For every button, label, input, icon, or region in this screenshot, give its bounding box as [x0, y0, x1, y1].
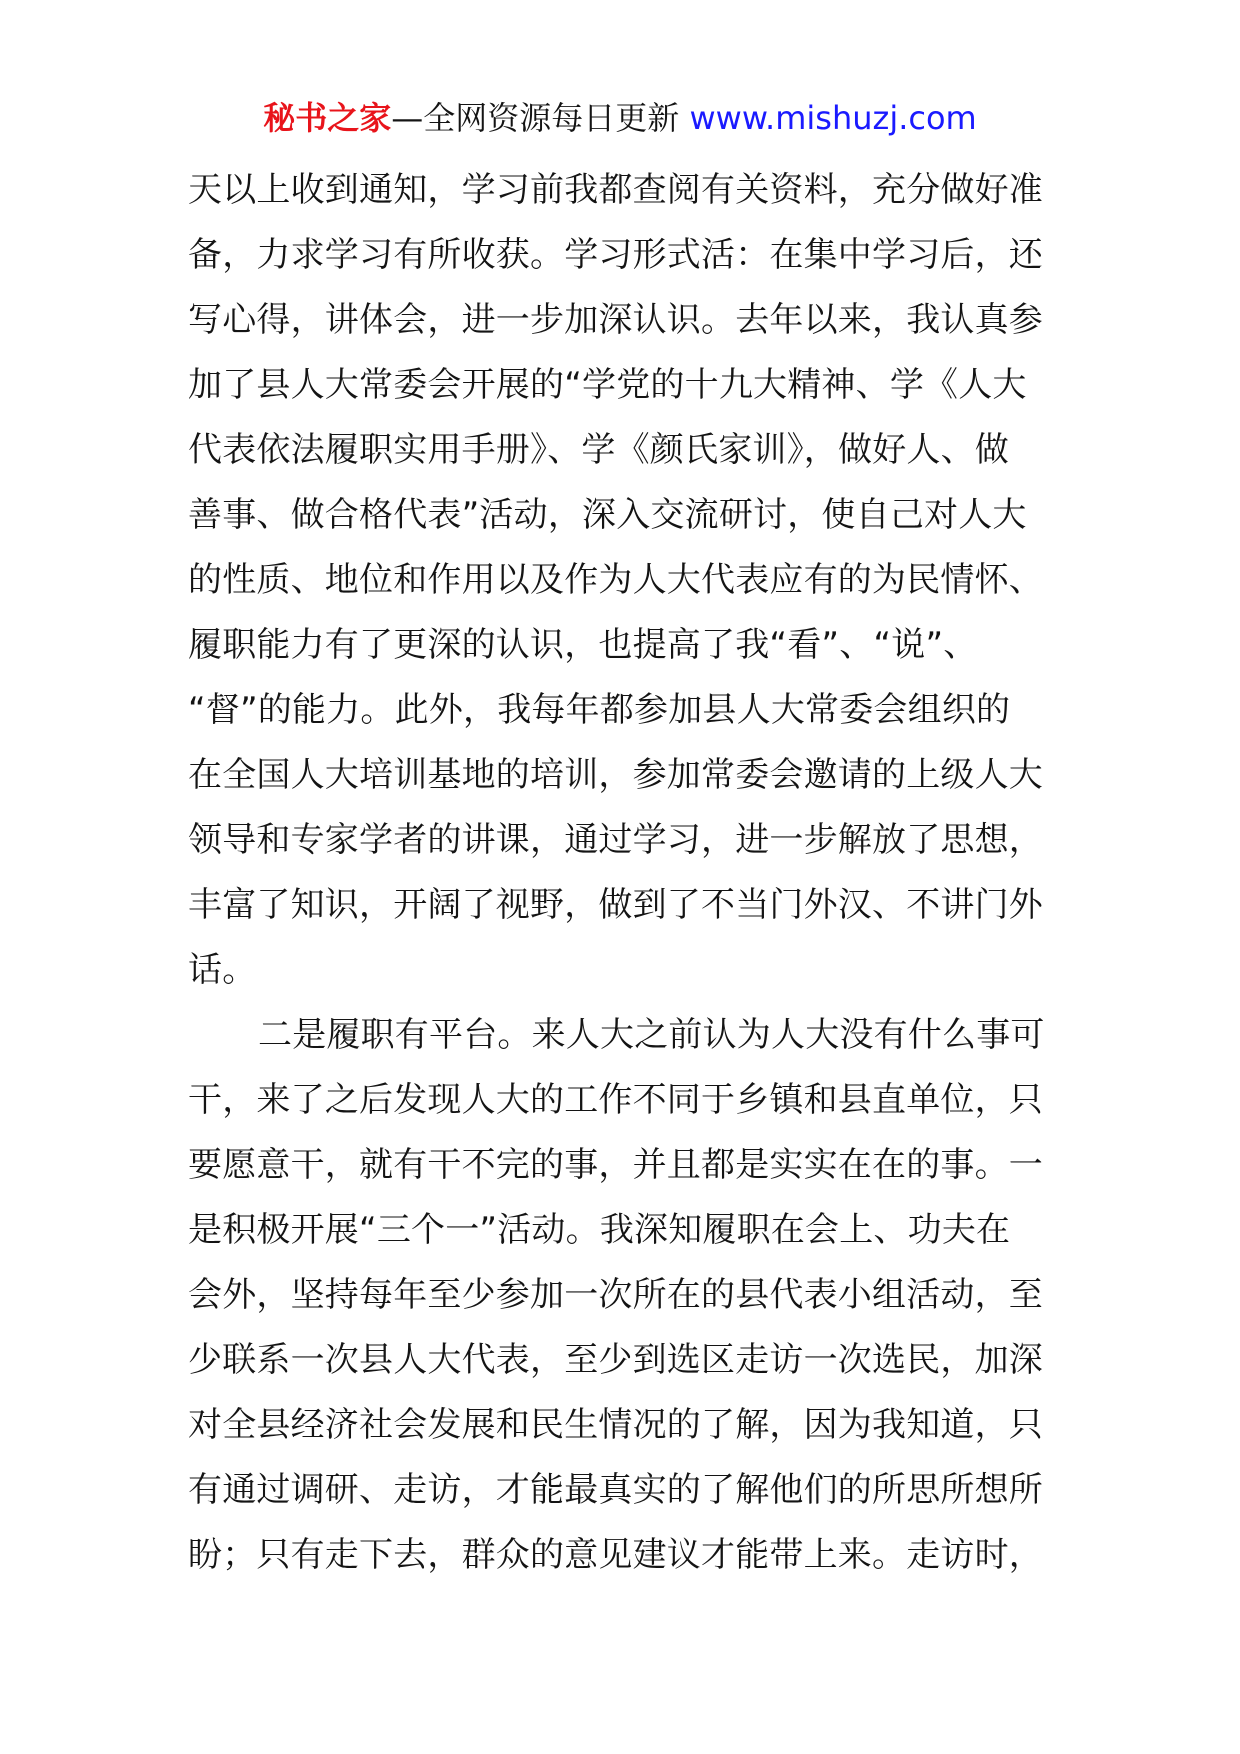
body-line: 善事、做合格代表”活动，深入交流研讨，使自己对人大 [188, 495, 1027, 535]
body-line: 备，力求学习有所收获。学习形式活：在集中学习后，还 [188, 235, 1043, 275]
body-line: 丰富了知识，开阔了视野，做到了不当门外汉、不讲门外 [188, 885, 1043, 925]
body-line: 少联系一次县人大代表，至少到选区走访一次选民，加深 [188, 1340, 1043, 1380]
body-line: 要愿意干，就有干不完的事，并且都是实实在在的事。一 [188, 1145, 1043, 1185]
body-line: 天以上收到通知，学习前我都查阅有关资料，充分做好准 [188, 170, 1043, 210]
site-url-link[interactable]: www.mishuzj.com [689, 99, 977, 137]
document-body [188, 158, 1060, 1588]
body-line: 有通过调研、走访，才能最真实的了解他们的所思所想所 [188, 1470, 1043, 1510]
body-line: 写心得，讲体会，进一步加深认识。去年以来，我认真参 [188, 300, 1043, 340]
body-line: 履职能力有了更深的认识，也提高了我“看”、“说”、 [188, 625, 978, 665]
site-header [0, 96, 1240, 140]
body-line: 话。 [188, 950, 257, 990]
body-line: 是积极开展“三个一”活动。我深知履职在会上、功夫在 [188, 1210, 1011, 1250]
body-line: 代表依法履职实用手册》、学《颜氏家训》，做好人、做 [188, 430, 1009, 470]
body-line: “督”的能力。此外，我每年都参加县人大常委会组织的 [188, 690, 1011, 730]
brand-name: 秘书之家 [263, 99, 392, 137]
body-line: 在全国人大培训基地的培训，参加常委会邀请的上级人大 [188, 755, 1043, 795]
body-line: 会外，坚持每年至少参加一次所在的县代表小组活动，至 [188, 1275, 1043, 1315]
paragraph-start-line: 二是履职有平台。来人大之前认为人大没有什么事可 [258, 1015, 1045, 1055]
body-line: 干，来了之后发现人大的工作不同于乡镇和县直单位，只 [188, 1080, 1043, 1120]
body-line: 盼；只有走下去，群众的意见建议才能带上来。走访时， [188, 1535, 1043, 1575]
body-line: 的性质、地位和作用以及作为人大代表应有的为民情怀、 [188, 560, 1043, 600]
body-line: 加了县人大常委会开展的“学党的十九大精神、学《人大 [188, 365, 1027, 405]
body-line: 对全县经济社会发展和民生情况的了解，因为我知道，只 [188, 1405, 1043, 1445]
body-line: 领导和专家学者的讲课，通过学习，进一步解放了思想， [188, 820, 1043, 860]
header-tagline: —全网资源每日更新 [391, 99, 680, 137]
